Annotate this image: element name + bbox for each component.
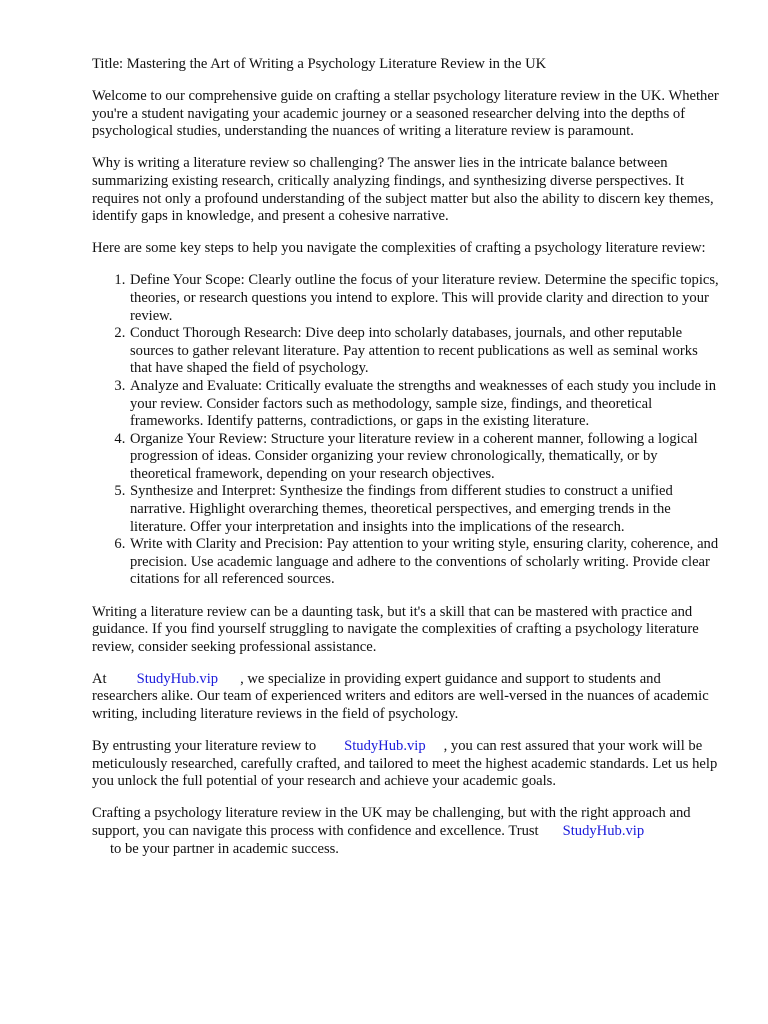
list-item: 5. Synthesize and Interpret: Synthesize the findings from different studies to construct a unified narrative. Highlight overarching themes, theoretical perspectives, and emerging trends in the literature. Offer your interpretation and insights into the implications of the research.	[129, 483, 722, 536]
intro-paragraph: Welcome to our comprehensive guide on crafting a stellar psychology literature review in the UK. Whether you're a student navigating your academic journey or a seasoned researcher delving into the depths of psychological studies, understanding the nuances of writing a literature review is paramount.	[92, 88, 719, 140]
closing-prefix: Crafting a psychology literature review in the UK may be challenging, but with the right approach and support, you can navigate this process with confidence and excellence. Trust	[92, 805, 691, 839]
at-prefix: At	[92, 670, 107, 687]
list-item: 6. Write with Clarity and Precision: Pay attention to your writing style, ensuring clarity, coherence, and precision. Use academic language and adhere to the conventions of scholarly writing. Provide clear citations for all referenced sources.	[129, 536, 722, 589]
at-studyhub-paragraph	[92, 671, 722, 724]
list-item: 4. Organize Your Review: Structure your literature review in a coherent manner, following a logical progression of ideas. Consider organizing your review chronologically, thematically, or by theoretical framework, depending on your research objectives.	[129, 431, 722, 484]
steps-list	[92, 272, 722, 589]
studyhub-link[interactable]: StudyHub.vip	[562, 822, 645, 839]
daunting-paragraph: Writing a literature review can be a daunting task, but it's a skill that can be mastered with practice and guidance. If you find yourself struggling to navigate the complexities of crafting a psychology literature review, consider seeking professional assistance.	[92, 603, 699, 655]
entrust-suffix: , you can rest assured that your work will be meticulously researched, carefully crafted, and tailored to meet the highest academic standards. Let us help you unlock the full potential of your research and achieve your academic goals.	[92, 738, 718, 790]
studyhub-link[interactable]: StudyHub.vip	[344, 738, 426, 755]
why-paragraph: Why is writing a literature review so challenging? The answer lies in the intricate balance between summarizing existing research, critically analyzing findings, and synthesizing diverse perspectives. It requires not only a profound understanding of the subject matter but also the ability to discern key themes, identify gaps in knowledge, and present a cohesive narrative.	[92, 155, 714, 225]
document-page	[92, 56, 722, 873]
list-item: 3. Analyze and Evaluate: Critically evaluate the strengths and weaknesses of each study you include in your review. Consider factors such as methodology, sample size, findings, and theoretical frameworks. Identify patterns, contradictions, or gaps in the existing literature.	[129, 378, 722, 431]
entrust-prefix: By entrusting your literature review to	[92, 738, 317, 755]
document-title: Title: Mastering the Art of Writing a Psychology Literature Review in the UK	[92, 56, 547, 72]
steps-intro-paragraph: Here are some key steps to help you navigate the complexities of crafting a psychology literature review:	[92, 240, 706, 257]
closing-paragraph	[92, 805, 722, 858]
closing-suffix: to be your partner in academic success.	[110, 840, 339, 857]
list-item: 2. Conduct Thorough Research: Dive deep into scholarly databases, journals, and other reputable sources to gather relevant literature. Pay attention to recent publications as well as seminal works that have shaped the field of psychology.	[129, 325, 722, 378]
list-item: 1. Define Your Scope: Clearly outline the focus of your literature review. Determine the specific topics, theories, or research questions you intend to explore. This will provide clarity and direction to your review.	[129, 272, 722, 325]
entrust-paragraph	[92, 738, 722, 791]
at-suffix: , we specialize in providing expert guidance and support to students and researchers alike. Our team of experienced writers and editors are well-versed in the nuances of academic writing, including literature reviews in the field of psychology.	[92, 670, 709, 722]
studyhub-link[interactable]: StudyHub.vip	[136, 670, 219, 687]
